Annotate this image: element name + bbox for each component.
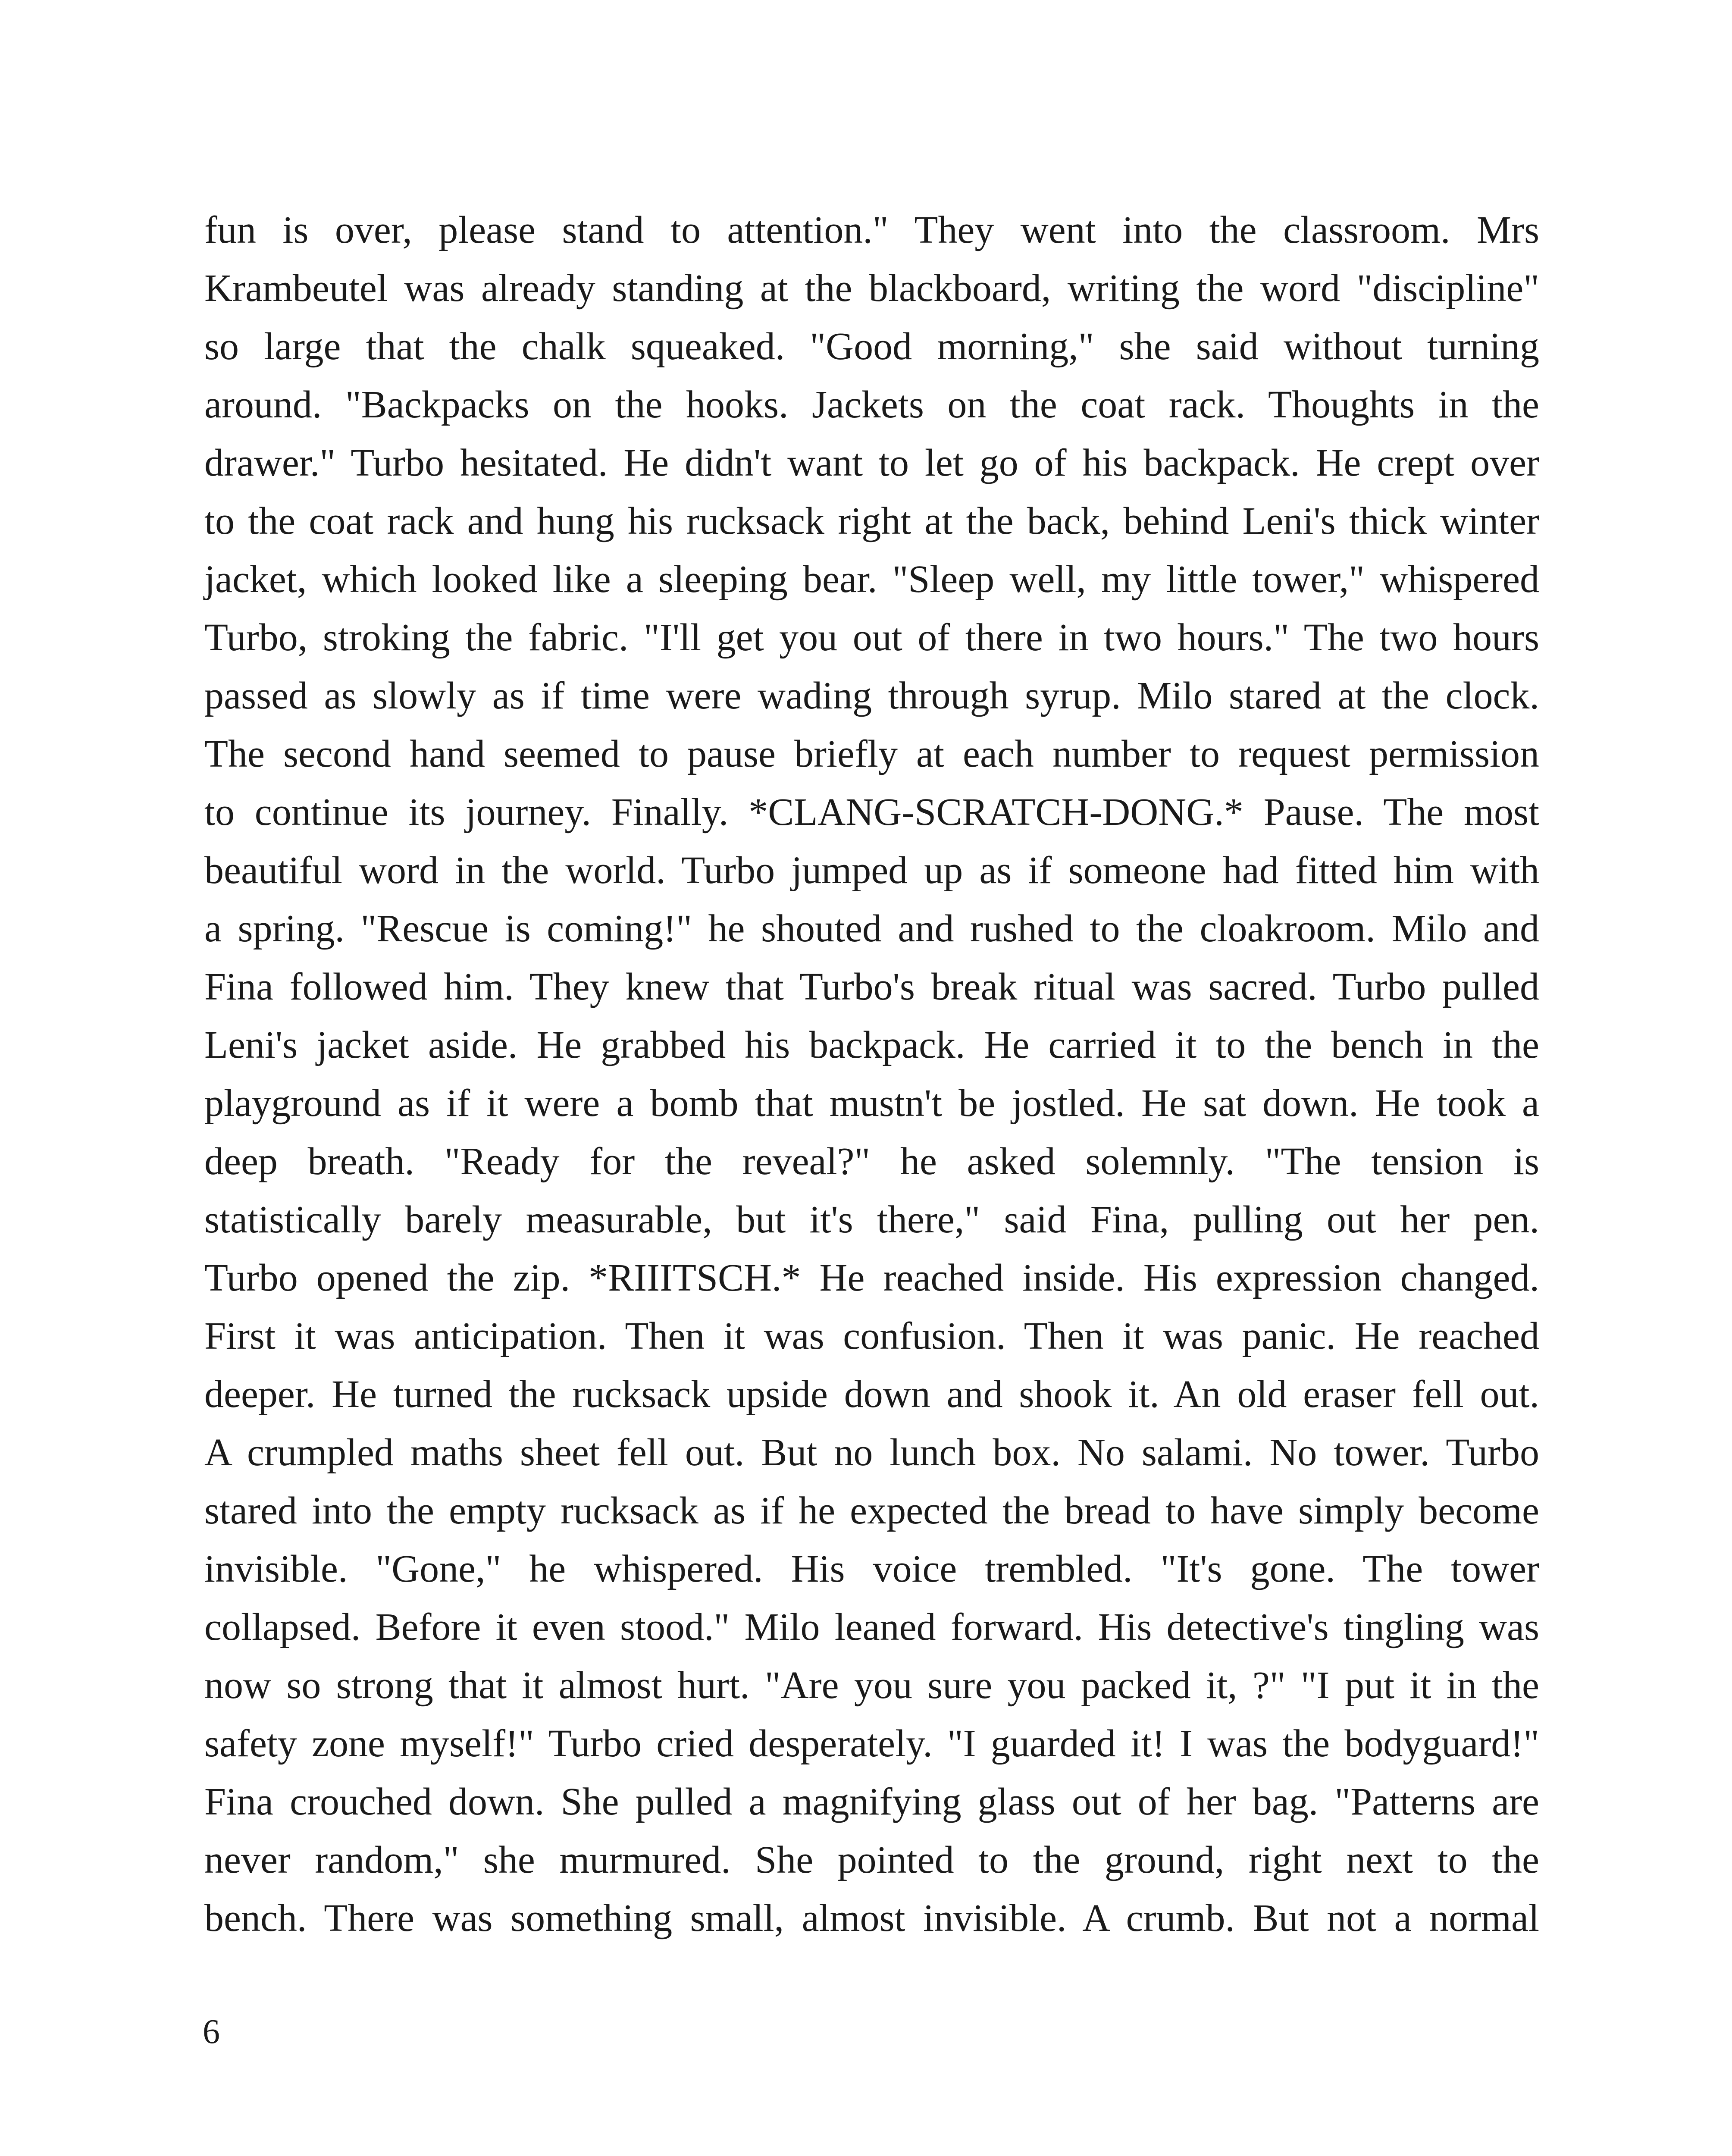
body-text xyxy=(204,201,1539,1947)
text-line: Krambeutel was already standing at the blackboard, writing the word "discipline" xyxy=(204,267,1539,310)
text-line: to continue its journey. Finally. *CLANG-SCRATCH-DONG.* Pause. The most xyxy=(204,791,1539,834)
text-line: playground as if it were a bomb that mustn't be jostled. He sat down. He took a xyxy=(204,1082,1539,1125)
text-line: now so strong that it almost hurt. "Are you sure you packed it, ?" "I put it in the xyxy=(204,1664,1539,1707)
text-line: fun is over, please stand to attention." They went into the classroom. Mrs xyxy=(204,209,1539,251)
text-line: invisible. "Gone," he whispered. His voice trembled. "It's gone. The tower xyxy=(204,1548,1539,1590)
text-line: A crumpled maths sheet fell out. But no lunch box. No salami. No tower. Turbo xyxy=(204,1431,1539,1474)
text-line: Turbo opened the zip. *RIIITSCH.* He reached inside. His expression changed. xyxy=(204,1257,1539,1299)
text-line: bench. There was something small, almost invisible. A crumb. But not a normal xyxy=(204,1897,1539,1940)
text-line: safety zone myself!" Turbo cried desperately. "I guarded it! I was the bodyguard!" xyxy=(204,1722,1539,1765)
text-line: deep breath. "Ready for the reveal?" he asked solemnly. "The tension is xyxy=(204,1140,1539,1183)
page-number: 6 xyxy=(203,2013,220,2051)
text-line: drawer." Turbo hesitated. He didn't want to let go of his backpack. He crept over xyxy=(204,442,1539,484)
text-line: First it was anticipation. Then it was confusion. Then it was panic. He reached xyxy=(204,1315,1539,1357)
text-line: Turbo, stroking the fabric. "I'll get you out of there in two hours." The two hours xyxy=(204,616,1539,659)
text-line: The second hand seemed to pause briefly at each number to request permission xyxy=(204,733,1539,775)
text-line: passed as slowly as if time were wading through syrup. Milo stared at the clock. xyxy=(204,674,1539,717)
text-line: so large that the chalk squeaked. "Good morning," she said without turning xyxy=(204,325,1539,368)
text-line: deeper. He turned the rucksack upside down and shook it. An old eraser fell out. xyxy=(204,1373,1539,1416)
text-line: never random," she murmured. She pointed to the ground, right next to the xyxy=(204,1839,1539,1881)
text-line: to the coat rack and hung his rucksack right at the back, behind Leni's thick winter xyxy=(204,500,1539,542)
text-line: Leni's jacket aside. He grabbed his backpack. He carried it to the bench in the xyxy=(204,1024,1539,1066)
text-line: collapsed. Before it even stood." Milo leaned forward. His detective's tingling was xyxy=(204,1606,1539,1648)
text-line: Fina followed him. They knew that Turbo's break ritual was sacred. Turbo pulled xyxy=(204,965,1539,1008)
text-line: statistically barely measurable, but it's there," said Fina, pulling out her pen. xyxy=(204,1198,1539,1241)
text-line: beautiful word in the world. Turbo jumped up as if someone had fitted him with xyxy=(204,849,1539,892)
text-line: around. "Backpacks on the hooks. Jackets on the coat rack. Thoughts in the xyxy=(204,383,1539,426)
text-line: a spring. "Rescue is coming!" he shouted and rushed to the cloakroom. Milo and xyxy=(204,907,1539,950)
text-line: Fina crouched down. She pulled a magnifying glass out of her bag. "Patterns are xyxy=(204,1780,1539,1823)
text-line: jacket, which looked like a sleeping bear. "Sleep well, my little tower," whispered xyxy=(204,558,1539,601)
text-line: stared into the empty rucksack as if he expected the bread to have simply become xyxy=(204,1489,1539,1532)
